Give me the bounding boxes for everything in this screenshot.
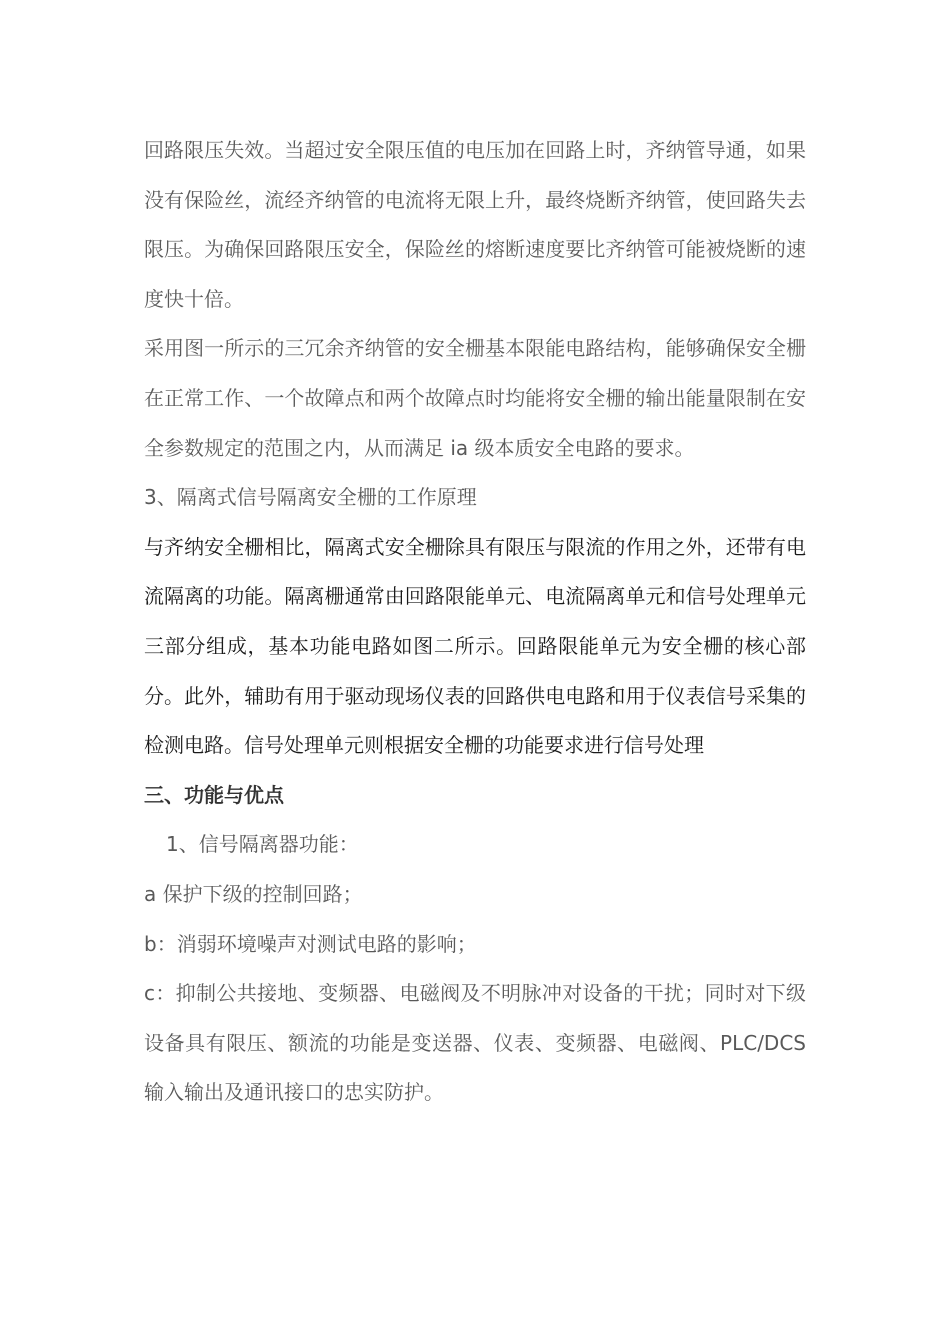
- paragraph-zener-fuse: 回路限压失效。当超过安全限压值的电压加在回路上时，齐纳管导通，如果没有保险丝，流经齐纳管的电流将无限上升，最终烧断齐纳管，使回路失去限压。为确保回路限压安全，保险丝的熔断速度要比齐纳管可能被烧断的速度快十倍。: [144, 138, 806, 311]
- paragraph-isolated-barrier: 与齐纳安全栅相比，隔离式安全栅除具有限压与限流的作用之外，还带有电流隔离的功能。隔离栅通常由回路限能单元、电流隔离单元和信号处理单元三部分组成，基本功能电路如图二所示。回路限能单元为安全栅的核心部分。此外，辅助有用于驱动现场仪表的回路供电电路和用于仪表信号采集的检测电路。信号处理单元则根据安全栅的功能要求进行信号处理: [144, 534, 806, 758]
- heading-isolated-barrier-principle: 3、隔离式信号隔离安全栅的工作原理: [144, 485, 477, 510]
- list-item-b: b：消弱环境噪声对测试电路的影响；: [144, 931, 477, 956]
- paragraph-triple-zener: 采用图一所示的三冗余齐纳管的安全栅基本限能电路结构，能够确保安全栅在正常工作、一个故障点和两个故障点时均能将安全栅的输出能量限制在安全参数规定的范围之内，从而满足 ia 级本质安全电路的要求。: [144, 336, 806, 460]
- list-item-c: c：抑制公共接地、变频器、电磁阀及不明脉冲对设备的干扰；同时对下级设备具有限压、额流的功能是变送器、仪表、变频器、电磁阀、PLC/DCS 输入输出及通讯接口的忠实防护。: [144, 981, 806, 1105]
- subheading-isolator-functions: 1、信号隔离器功能：: [166, 832, 359, 857]
- document-body: [144, 126, 806, 1118]
- heading-functions-advantages: 三、功能与优点: [144, 782, 284, 807]
- list-item-a: a 保护下级的控制回路；: [144, 881, 363, 906]
